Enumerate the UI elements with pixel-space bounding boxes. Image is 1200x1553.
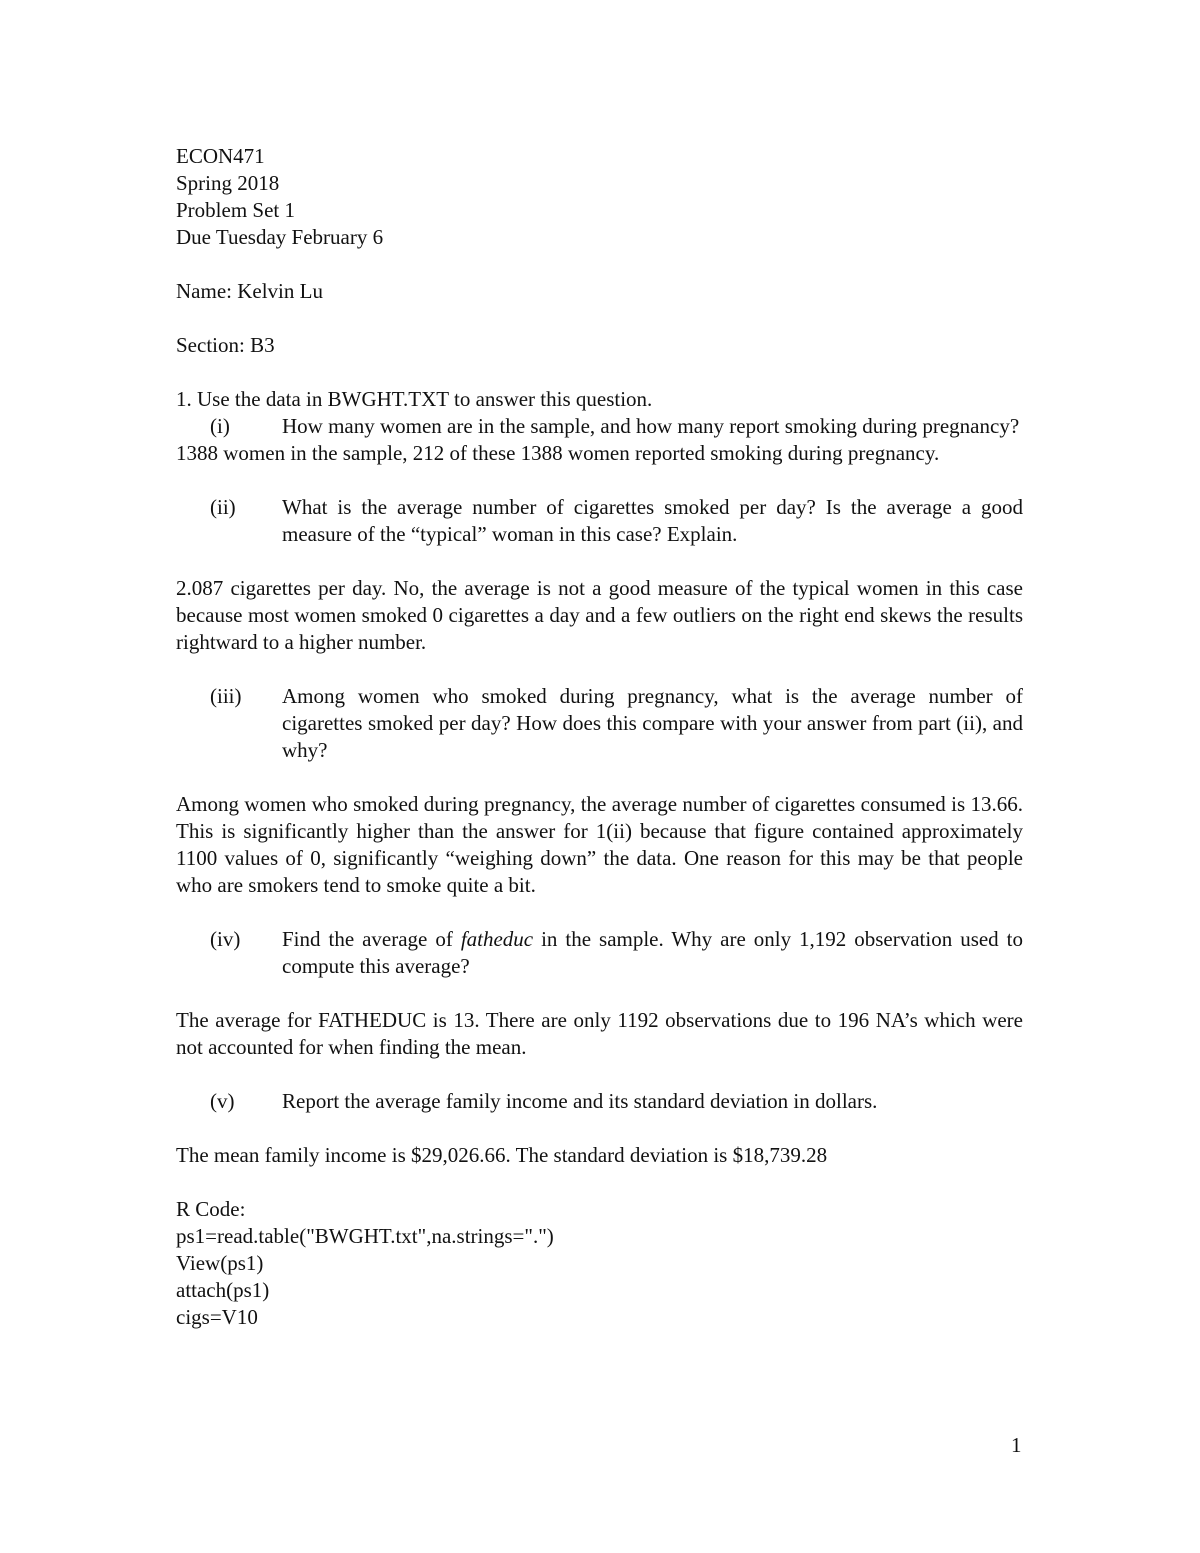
document-body <box>176 143 1023 1331</box>
question-part-ii <box>176 494 1023 548</box>
part-question <box>282 926 1023 980</box>
question-text: in the sample. Why are only 1,192 observation used to compute this average? <box>282 927 1023 978</box>
part-question: Among women who smoked during pregnancy, what is the average number of cigarettes smoked per day? How does this compare with your answer from part (ii), and why? <box>282 684 1023 762</box>
question-1-intro: 1. Use the data in BWGHT.TXT to answer this question. <box>176 387 653 411</box>
part-answer: The average for FATHEDUC is 13. There are only 1192 observations due to 196 NA’s which were not accounted for when finding the mean. <box>176 1008 1023 1059</box>
student-section: Section: B3 <box>176 333 275 357</box>
part-answer: 2.087 cigarettes per day. No, the average is not a good measure of the typical women in this case because most women smoked 0 cigarettes a day and a few outliers on the right end skews the results rightward to a higher number. <box>176 576 1023 654</box>
question-text: Find the average of <box>282 927 461 951</box>
r-code-line: ps1=read.table("BWGHT.txt",na.strings=".") <box>176 1224 554 1248</box>
question-part-iii <box>176 683 1023 764</box>
question-part-v <box>176 1088 1023 1115</box>
question-part-iv <box>176 926 1023 980</box>
part-question: What is the average number of cigarettes smoked per day? Is the average a good measure of the “typical” woman in this case? Explain. <box>282 495 1023 546</box>
part-number: (i) <box>210 414 230 438</box>
part-number: (ii) <box>210 495 236 519</box>
term: Spring 2018 <box>176 171 280 195</box>
problem-set-title: Problem Set 1 <box>176 198 295 222</box>
due-date: Due Tuesday February 6 <box>176 225 384 249</box>
part-question: How many women are in the sample, and how many report smoking during pregnancy? <box>282 414 1020 438</box>
page-number: 1 <box>1011 1433 1022 1457</box>
course-code: ECON471 <box>176 144 265 168</box>
r-code-line: attach(ps1) <box>176 1278 270 1302</box>
question-part-i <box>176 413 1023 440</box>
r-code-label: R Code: <box>176 1197 246 1221</box>
part-answer: The mean family income is $29,026.66. The standard deviation is $18,739.28 <box>176 1143 828 1167</box>
part-answer: Among women who smoked during pregnancy, the average number of cigarettes consumed is 13.66. This is significantly higher than the answer for 1(ii) because that figure contained approximately 1100 values of 0, significantly “weighing down” the data. One reason for this may be that people who are smokers tend to smoke quite a bit. <box>176 792 1023 897</box>
part-question: Report the average family income and its standard deviation in dollars. <box>282 1089 878 1113</box>
part-answer: 1388 women in the sample, 212 of these 1388 women reported smoking during pregnancy. <box>176 441 940 465</box>
part-number: (iv) <box>210 927 241 951</box>
variable-name: fatheduc <box>460 927 534 951</box>
part-number: (iii) <box>210 684 242 708</box>
r-code-line: cigs=V10 <box>176 1305 258 1329</box>
student-name: Name: Kelvin Lu <box>176 279 323 303</box>
part-number: (v) <box>210 1089 235 1113</box>
r-code-line: View(ps1) <box>176 1251 264 1275</box>
